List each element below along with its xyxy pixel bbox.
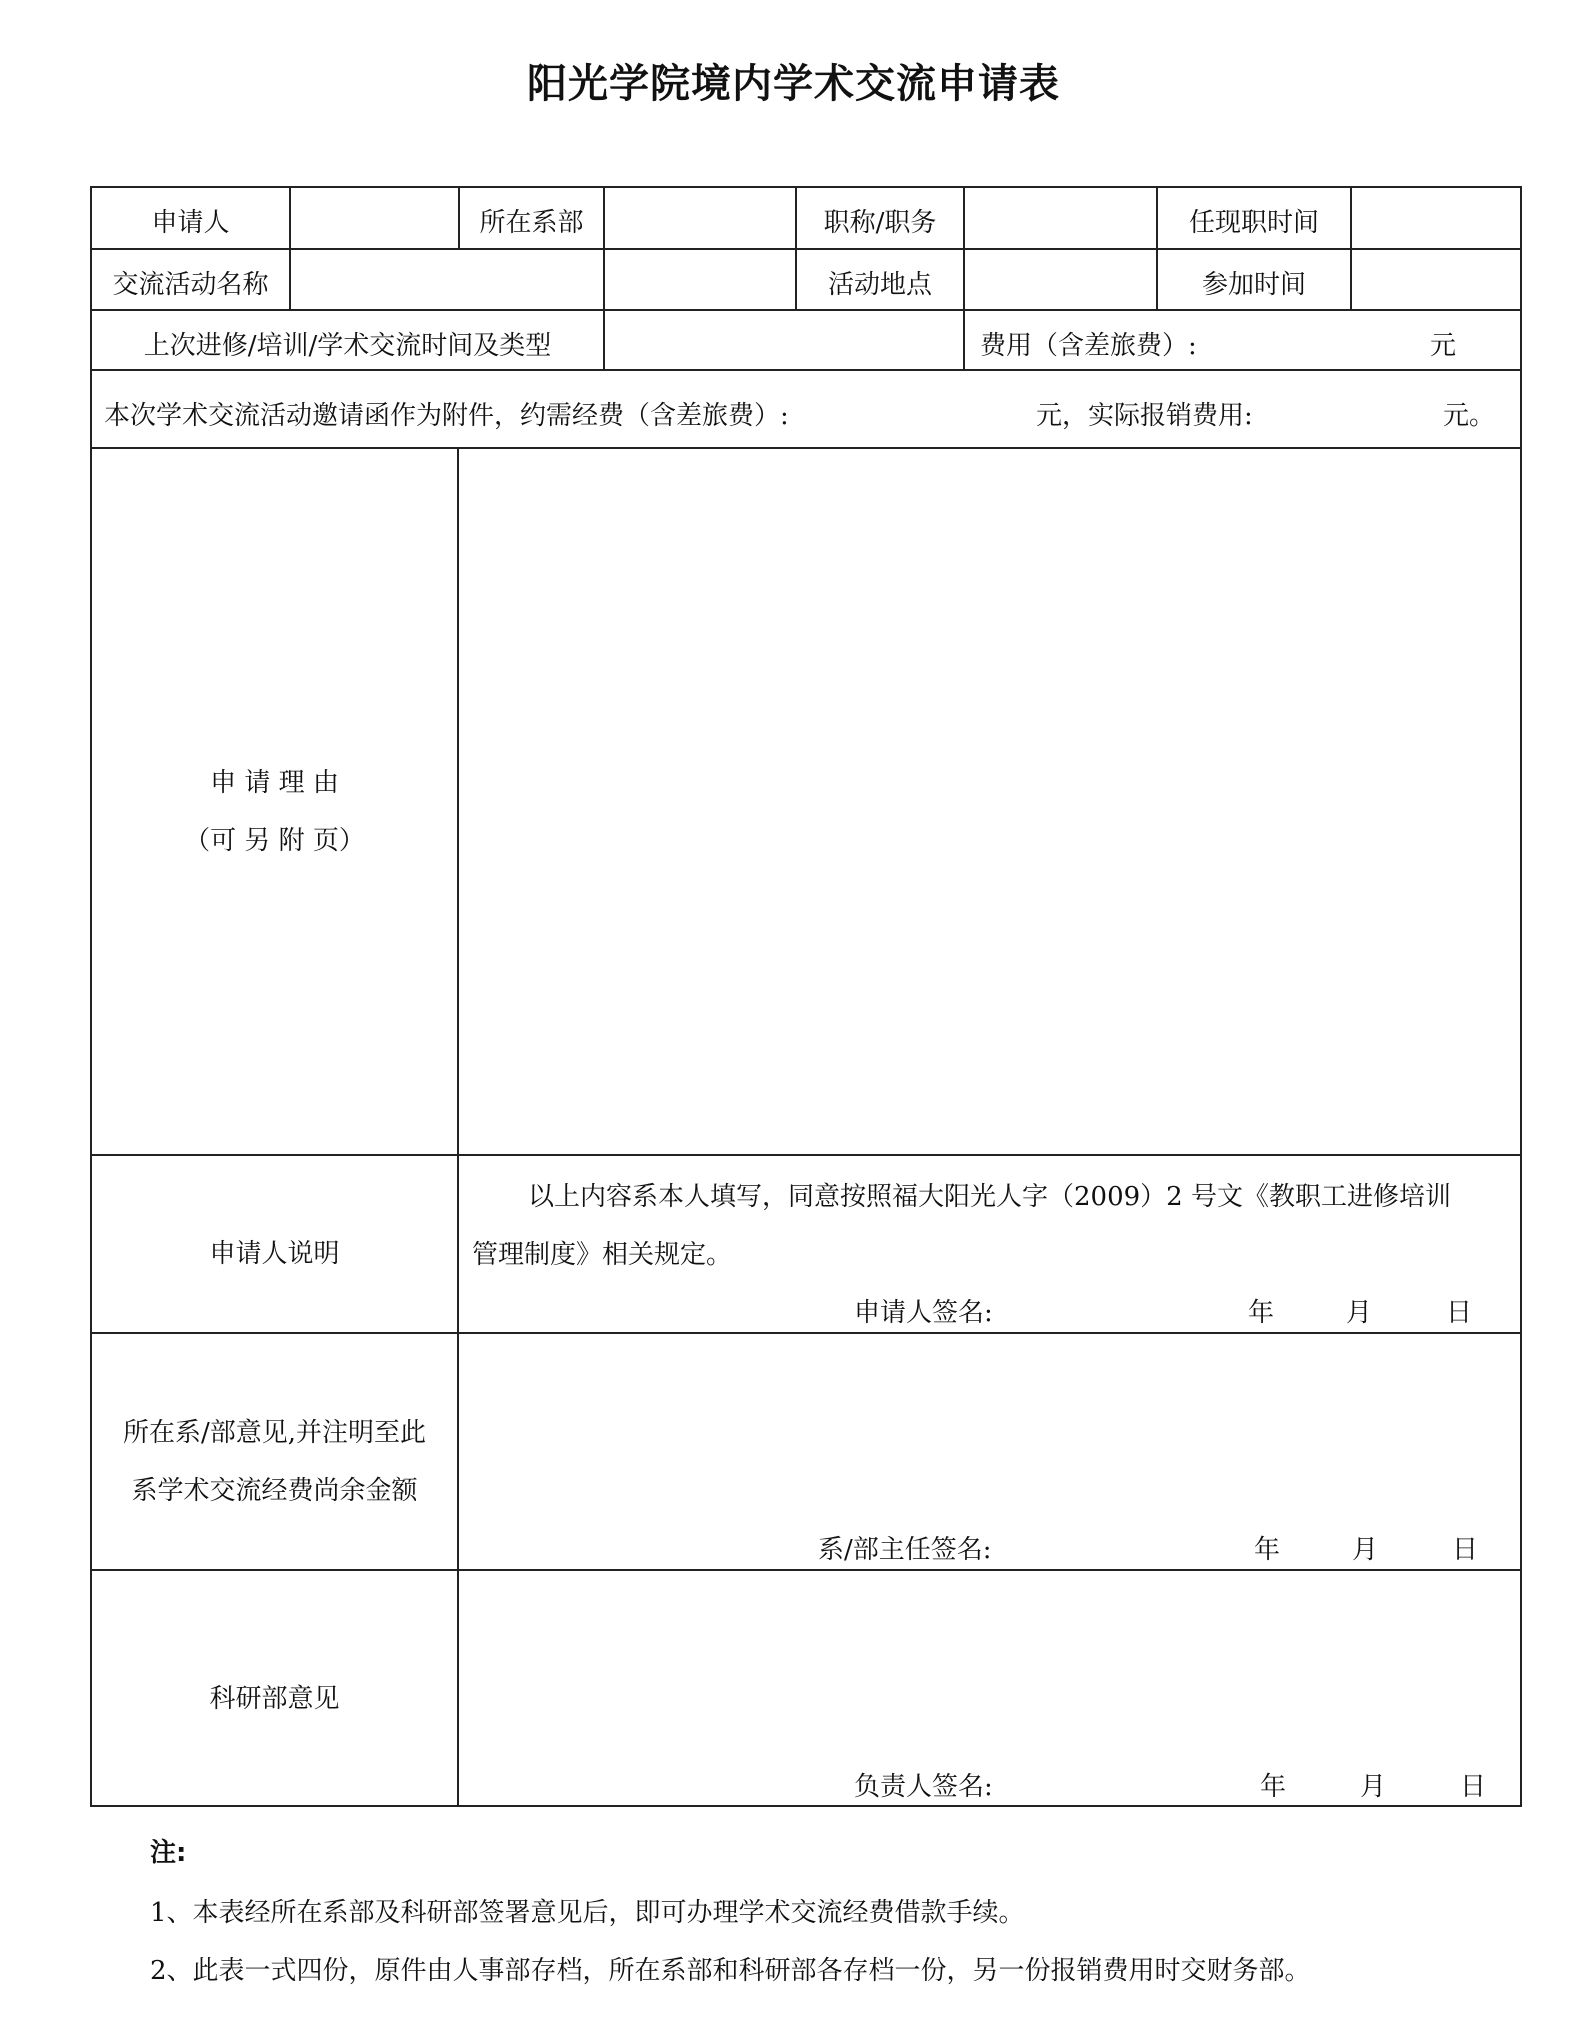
row-divider <box>90 248 1522 250</box>
row-divider <box>90 447 1522 449</box>
tenure-label: 任现职时间 <box>1188 208 1319 238</box>
table-border-left <box>90 186 92 1807</box>
department-date-month: 月 <box>1352 1535 1379 1565</box>
col-divider <box>457 447 459 1807</box>
notes-title: 注: <box>150 1838 187 1868</box>
budget-field[interactable] <box>830 403 1030 429</box>
research-date-day: 日 <box>1460 1772 1487 1802</box>
applicant-signature-field[interactable] <box>1010 1300 1230 1326</box>
actual-expense-field[interactable] <box>1280 403 1440 429</box>
applicant-statement-label: 申请人说明 <box>209 1239 340 1269</box>
applicant-date-month: 月 <box>1346 1298 1373 1328</box>
row-divider <box>90 1569 1522 1571</box>
row-divider <box>90 1154 1522 1156</box>
row-divider <box>90 309 1522 311</box>
department-field[interactable] <box>605 210 795 236</box>
actual-expense-text: 元，实际报销费用: <box>1036 401 1253 431</box>
department-date-year: 年 <box>1254 1535 1281 1565</box>
position-label: 职称/职务 <box>823 208 937 238</box>
applicant-statement-line1: 以上内容系本人填写，同意按照福大阳光人字（2009）2 号文《教职工进修培训 <box>528 1182 1451 1212</box>
table-border-top <box>90 186 1522 188</box>
applicant-date-year: 年 <box>1248 1298 1275 1328</box>
note-item-1: 1、本表经所在系部及科研部签署意见后，即可办理学术交流经费借款手续。 <box>150 1898 1025 1928</box>
note-item-2: 2、此表一式四份，原件由人事部存档，所在系部和科研部各存档一份，另一份报销费用时交财务部。 <box>150 1956 1311 1986</box>
department-date-day: 日 <box>1452 1535 1479 1565</box>
cost-field[interactable] <box>1200 333 1420 359</box>
last-training-label: 上次进修/培训/学术交流时间及类型 <box>143 331 552 361</box>
department-opinion-label: 所在系/部意见,并注明至此 <box>122 1418 427 1448</box>
department-signature-label: 系/部主任签名: <box>818 1535 992 1565</box>
table-border-bottom <box>90 1805 1522 1807</box>
department-label: 所在系部 <box>479 208 584 238</box>
page-title: 阳光学院境内学术交流申请表 <box>527 61 1060 107</box>
join-time-label: 参加时间 <box>1201 270 1306 300</box>
budget-text: 本次学术交流活动邀请函作为附件，约需经费（含差旅费）: <box>104 401 789 431</box>
last-training-field[interactable] <box>605 333 963 359</box>
applicant-label: 申请人 <box>151 208 230 238</box>
reason-field[interactable] <box>460 450 1518 1152</box>
department-opinion-field[interactable] <box>460 1335 1518 1515</box>
applicant-field[interactable] <box>291 210 458 236</box>
location-field[interactable] <box>965 272 1156 298</box>
row-divider <box>90 1332 1522 1334</box>
location-label: 活动地点 <box>827 270 932 300</box>
research-date-month: 月 <box>1360 1772 1387 1802</box>
applicant-signature-label: 申请人签名: <box>854 1298 993 1328</box>
row-divider <box>90 369 1522 371</box>
applicant-date-day: 日 <box>1446 1298 1473 1328</box>
department-opinion-sub-label: 系学术交流经费尚余金额 <box>131 1476 418 1506</box>
reason-sub-label: （可 另 附 页） <box>184 826 365 856</box>
join-time-field[interactable] <box>1352 272 1520 298</box>
tenure-field[interactable] <box>1352 210 1520 236</box>
actual-expense-yuan-unit: 元。 <box>1443 401 1496 431</box>
table-border-right <box>1520 186 1522 1807</box>
position-field[interactable] <box>965 210 1156 236</box>
cost-yuan-unit: 元 <box>1430 331 1457 361</box>
research-opinion-label: 科研部意见 <box>209 1684 340 1714</box>
research-signature-label: 负责人签名: <box>854 1772 993 1802</box>
applicant-statement-line2: 管理制度》相关规定。 <box>472 1240 733 1270</box>
activity-name-label: 交流活动名称 <box>112 270 269 300</box>
research-date-year: 年 <box>1260 1772 1287 1802</box>
cost-label: 费用（含差旅费）: <box>980 331 1197 361</box>
activity-name-field[interactable] <box>291 272 795 298</box>
reason-label: 申 请 理 由 <box>210 768 339 798</box>
research-opinion-field[interactable] <box>460 1572 1518 1752</box>
